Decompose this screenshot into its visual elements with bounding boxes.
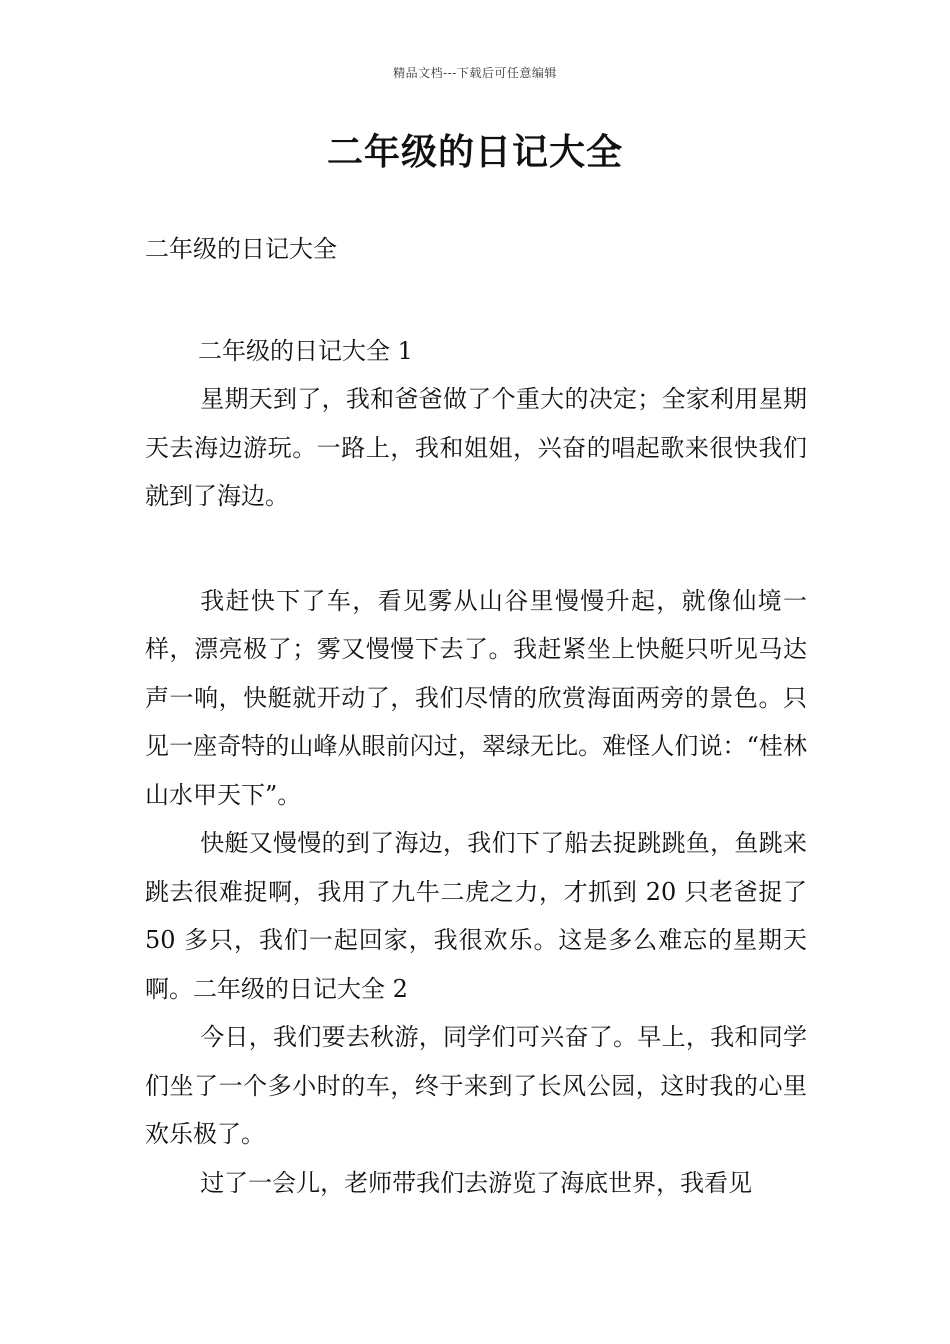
spacer [145,273,807,327]
paragraph-3: 快艇又慢慢的到了海边，我们下了船去捉跳跳鱼，鱼跳来跳去很难捉啊，我用了九牛二虎之力，才抓到 20 只老爸捉了 50 多只，我们一起回家，我很欢乐。这是多么难忘的星期天啊。二年级的日记大全 2 [145,829,807,1003]
spacer [145,521,807,577]
document-body [145,225,807,1207]
paragraph-5: 过了一会儿，老师带我们去游览了海底世界，我看见 [200,1168,753,1197]
paragraph-4: 今日，我们要去秋游，同学们可兴奋了。早上，我和同学们坐了一个多小时的车，终于来到了长风公园，这时我的心里欢乐极了。 [145,1023,807,1148]
document-subtitle: 二年级的日记大全 [145,235,337,263]
paragraph-1: 星期天到了，我和爸爸做了个重大的决定；全家利用星期天去海边游玩。一路上，我和姐姐，兴奋的唱起歌来很快我们就到了海边。 [145,385,807,510]
section-heading-1: 二年级的日记大全 1 [198,337,413,365]
header-note: 精品文档---下载后可任意编辑 [393,66,557,80]
paragraph-2: 我赶快下了车，看见雾从山谷里慢慢升起，就像仙境一样，漂亮极了；雾又慢慢下去了。我赶紧坐上快艇只听见马达声一响，快艇就开动了，我们尽情的欣赏海面两旁的景色。只见一座奇特的山峰从眼前闪过，翠绿无比。难怪人们说：“桂林山水甲天下”。 [145,586,807,809]
document-title: 二年级的日记大全 [326,131,623,173]
